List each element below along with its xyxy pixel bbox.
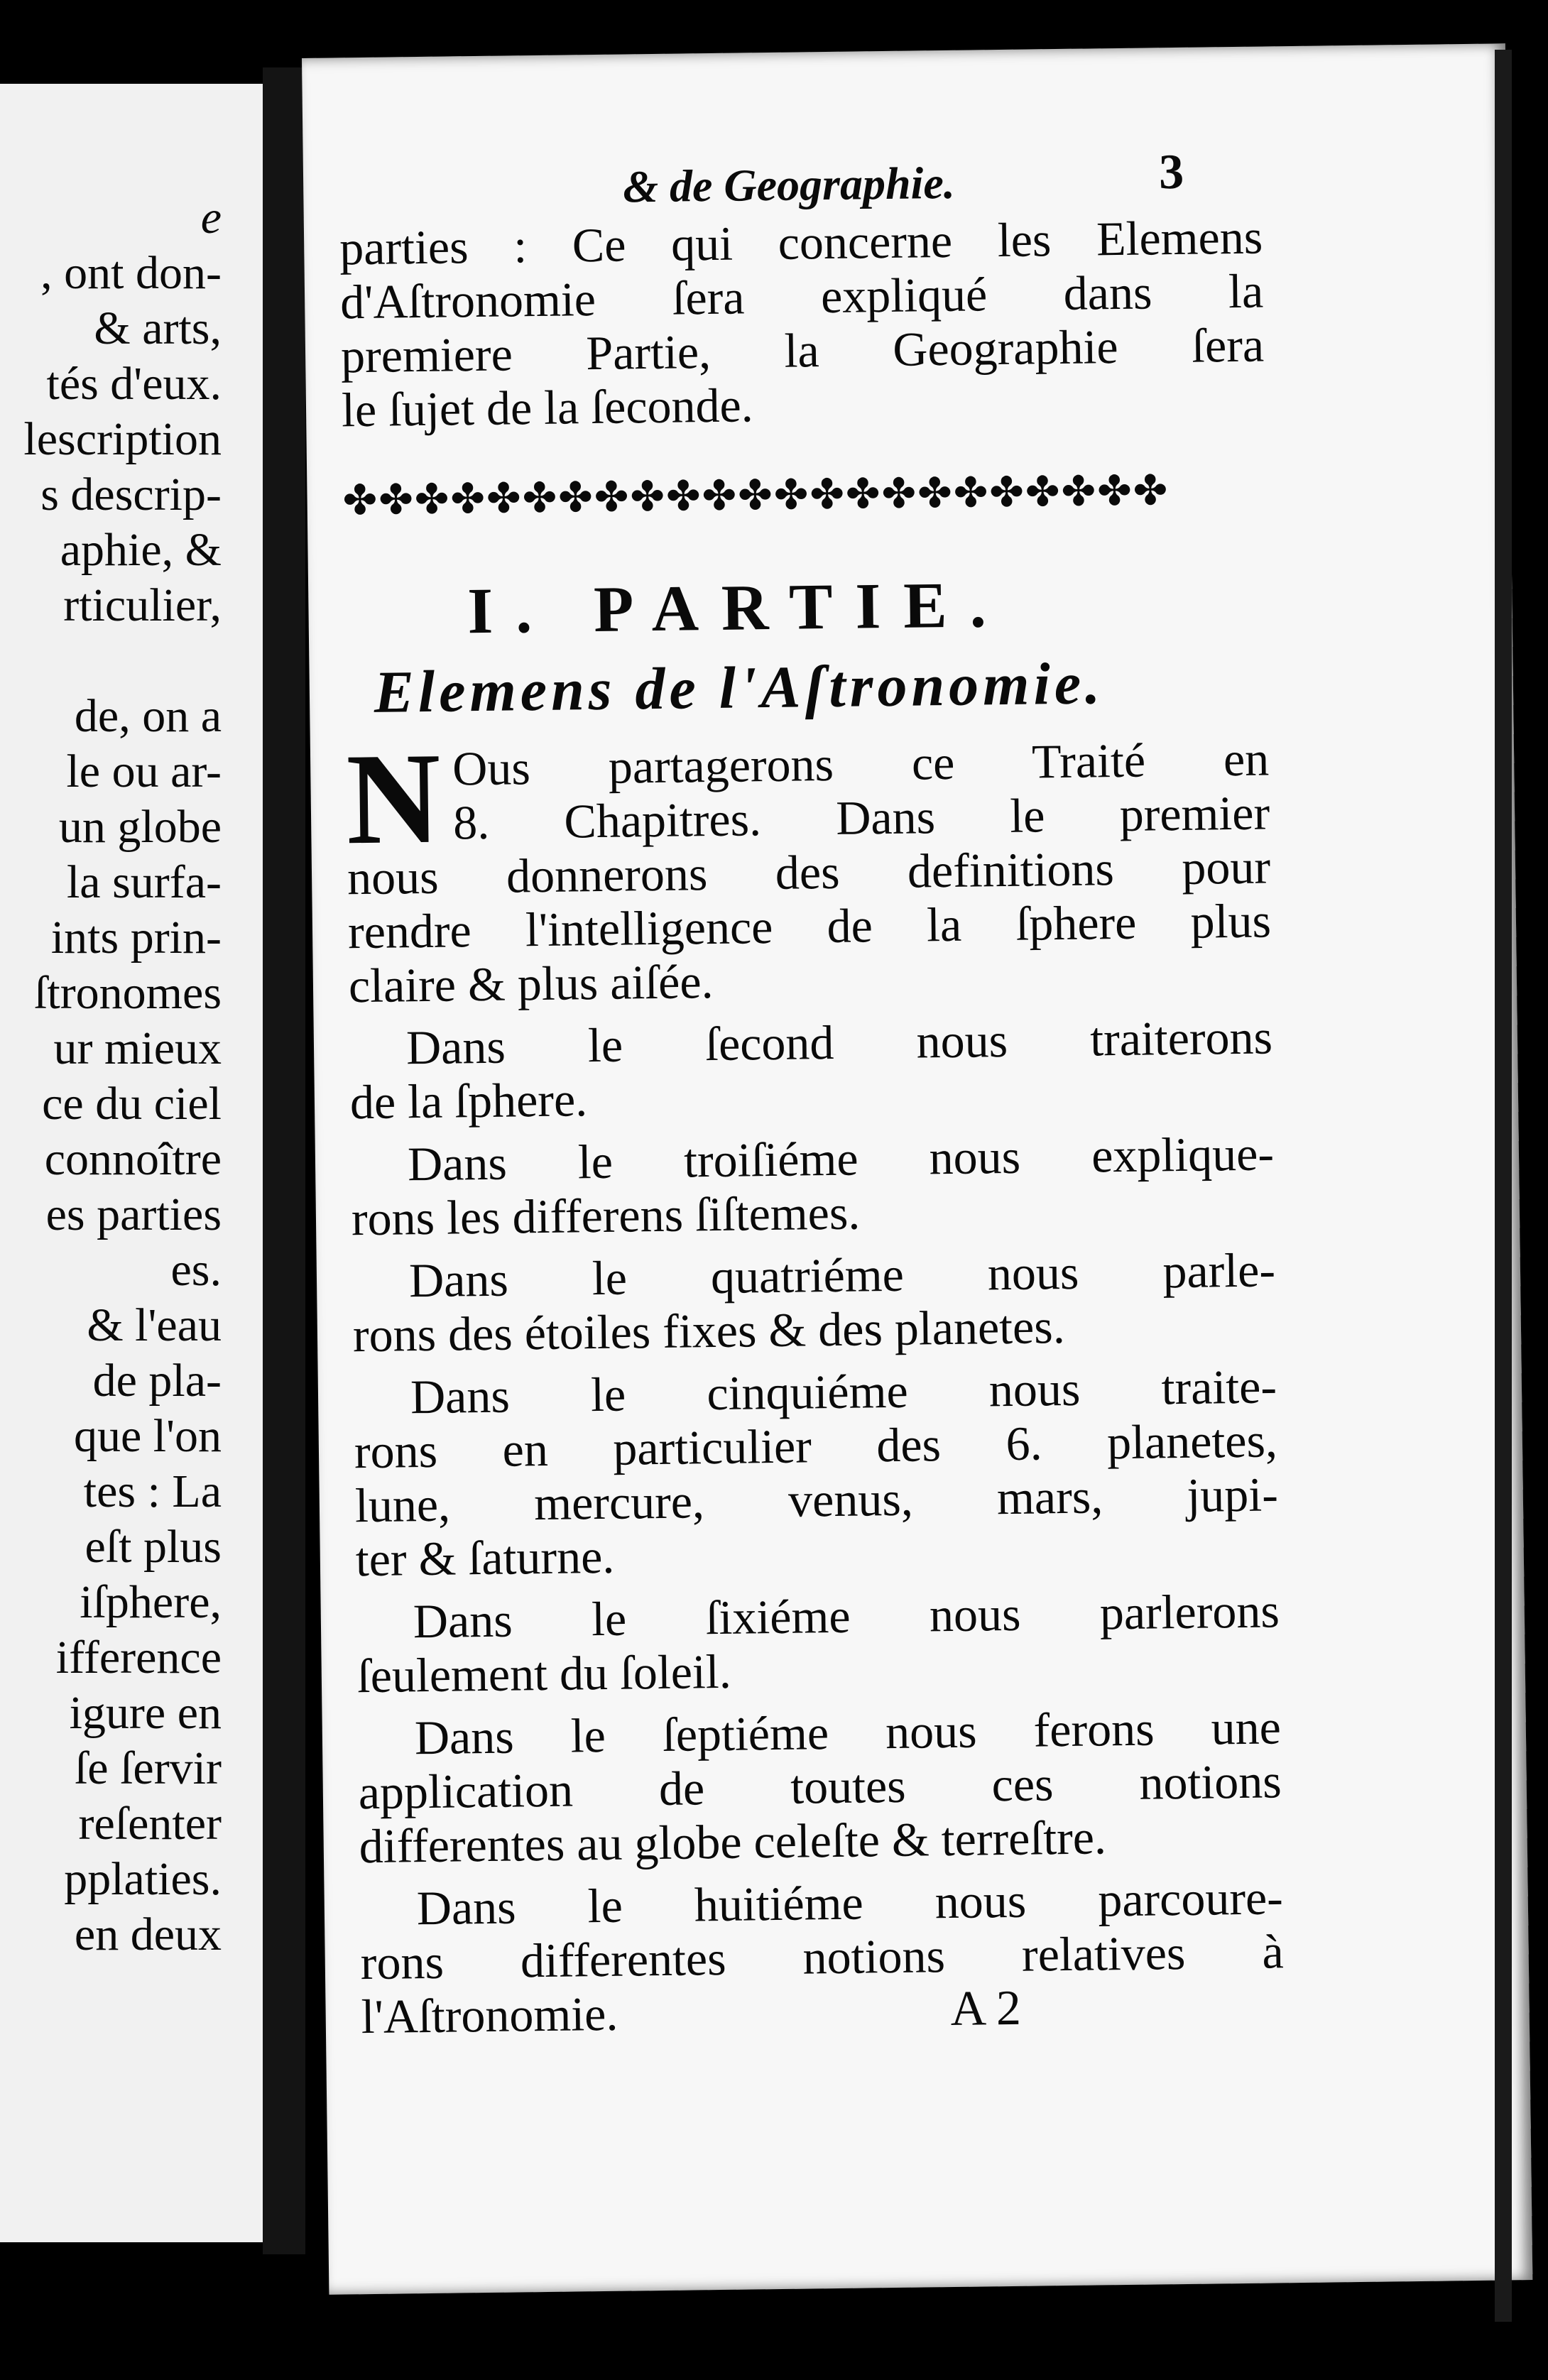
text-line: Dans le cinquiéme nous traite-	[410, 1359, 1277, 1424]
page-content	[339, 144, 1285, 2044]
text-line: nous donnerons des definitions pour	[347, 839, 1271, 905]
part-title: I. PARTIE.	[467, 567, 1010, 648]
text-line: rons en particulier des 6. planetes,	[354, 1413, 1278, 1479]
text-line: ter & ſaturne.	[355, 1529, 615, 1587]
left-text-line: ce du ciel	[42, 1078, 222, 1130]
left-text-line: de, on a	[74, 690, 222, 742]
text-line: ſeulement du ſoleil.	[356, 1644, 732, 1703]
text-line: 8. Chapitres. Dans le premier	[452, 785, 1270, 850]
left-text-line: & l'eau	[87, 1299, 222, 1351]
left-text-line: e	[200, 192, 222, 244]
text-line: Dans le ſecond nous traiterons	[405, 1010, 1273, 1075]
right-page	[302, 43, 1532, 2294]
left-text-line: iſphere,	[80, 1576, 222, 1628]
page-edge	[1495, 50, 1512, 2322]
left-text-line: la surfa-	[66, 856, 222, 908]
left-text-line: ſe ſervir	[74, 1742, 222, 1794]
text-line: claire & plus aiſée.	[348, 954, 714, 1013]
left-text-line: connoître	[44, 1133, 222, 1185]
left-text-line: , ont don-	[40, 247, 222, 299]
left-text-line: reſenter	[78, 1798, 222, 1850]
left-text-line: un globe	[58, 801, 222, 853]
text-line: d'Aſtronomie ſera expliqué dans la	[339, 263, 1264, 329]
left-text-line: en deux	[74, 1909, 222, 1960]
chapter-paragraph	[359, 1870, 1284, 1989]
running-title: & de Geographie.	[622, 157, 956, 212]
ornament-rule: ✤✤✤✤✤✤✤✤✤✤✤✤✤✤✤✤✤✤✤✤✤✤✤	[342, 466, 1170, 525]
chapter-paragraph	[356, 1583, 1280, 1703]
left-text-line: es parties	[45, 1189, 222, 1240]
left-text-line: pplaties.	[64, 1853, 222, 1905]
chapter-paragraph	[354, 1359, 1280, 1586]
text-line: rons differentes notions relatives à	[360, 1924, 1285, 1990]
text-line: lune, mercure, venus, mars, jupi-	[354, 1467, 1279, 1533]
signature-mark: A 2	[950, 1980, 1022, 2037]
left-text-line: tes : La	[83, 1465, 222, 1517]
left-text-line	[23, 633, 222, 689]
left-text-line: eſt plus	[85, 1521, 222, 1573]
text-line: rendre l'intelligence de la ſphere plus	[347, 893, 1272, 959]
left-text-line: le ou ar-	[66, 746, 222, 797]
chapter-paragraph	[352, 1243, 1277, 1362]
last-line	[361, 1978, 1285, 2043]
text-line: Dans le huitiéme nous parcoure-	[416, 1870, 1284, 1936]
left-text-line: que l'on	[73, 1410, 222, 1462]
left-text-line: ints prin-	[50, 912, 222, 964]
part-subtitle: Elemens de l'Aſtronomie.	[374, 650, 1105, 726]
text-line: Ous partagerons ce Traité en	[452, 731, 1270, 796]
text-line: Dans le quatriéme nous parle-	[408, 1243, 1276, 1308]
page-number: 3	[1158, 144, 1184, 200]
text-line: l'Aſtronomie.	[361, 1986, 618, 2044]
left-page	[0, 84, 268, 2242]
text-line: parties : Ce qui concerne les Elemens	[339, 209, 1263, 275]
chapter-paragraph	[357, 1700, 1282, 1873]
left-text-line: ſtronomes	[34, 967, 222, 1019]
book-gutter	[263, 67, 305, 2254]
left-text-line: de pla-	[92, 1355, 222, 1407]
text-line: Dans le ſeptiéme nous ferons une	[414, 1700, 1282, 1765]
left-text-line: ifference	[55, 1632, 222, 1683]
left-text-line: aphie, &	[60, 524, 222, 576]
chapter-paragraph	[351, 1126, 1275, 1245]
text-line: le ſujet de la ſeconde.	[341, 378, 754, 437]
text-line: Dans le troiſiéme nous explique-	[407, 1126, 1275, 1191]
first-paragraph	[345, 725, 1272, 1013]
left-text-line: ur mieux	[53, 1022, 222, 1074]
chapter-paragraph	[349, 1010, 1274, 1129]
text-line: rons des étoiles fixes & des planetes.	[352, 1299, 1066, 1363]
text-line: Dans le ſixiéme nous parlerons	[413, 1583, 1280, 1649]
left-text-line: & arts,	[94, 302, 222, 354]
left-text-line: tés d'eux.	[46, 358, 222, 410]
left-text-line: rticulier,	[63, 579, 222, 631]
page-header	[339, 144, 1263, 221]
intro-paragraph	[339, 209, 1265, 437]
text-line: rons les differens ſiſtemes.	[351, 1185, 861, 1246]
left-text-line: igure en	[69, 1687, 222, 1739]
chapter-list	[349, 1010, 1285, 1989]
left-text-line: s descrip-	[40, 469, 222, 520]
left-text-line: es.	[170, 1244, 222, 1296]
text-line: differentes au globe celeſte & terreſtre.	[359, 1810, 1107, 1874]
left-page-text	[23, 190, 222, 1963]
text-line: application de toutes ces notions	[358, 1754, 1282, 1820]
text-line: premiere Partie, la Geographie ſera	[340, 317, 1265, 383]
drop-cap: N	[345, 725, 442, 872]
left-text-line: lescription	[23, 413, 222, 465]
text-line: de la ſphere.	[349, 1072, 588, 1130]
